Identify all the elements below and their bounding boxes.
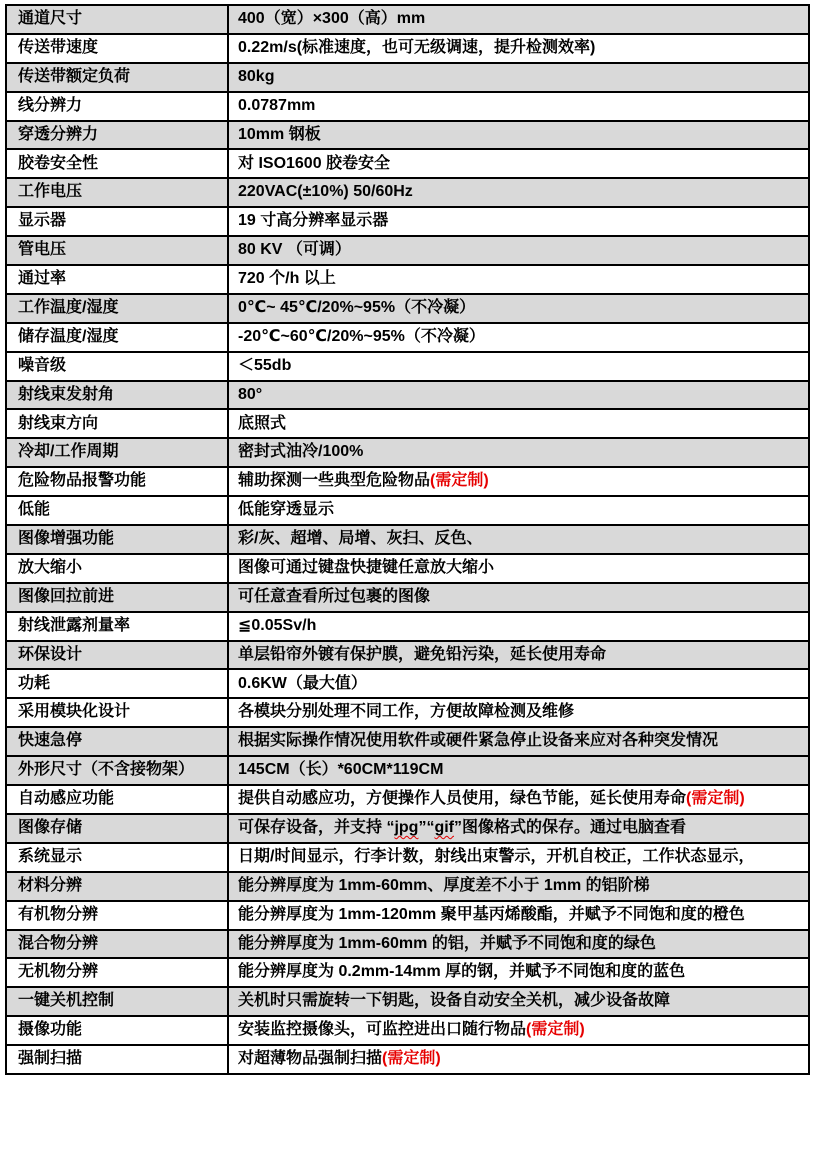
spec-value-text: 密封式油冷/100%	[238, 443, 364, 461]
spec-value-text: 能分辨厚度为 1mm-60mm 的铝，并赋予不同饱和度的绿色	[238, 934, 656, 952]
spec-row	[6, 178, 809, 207]
spec-label-text: 穿透分辨力	[18, 125, 99, 143]
spec-value-cell	[228, 178, 809, 207]
spec-value-cell	[228, 1016, 809, 1045]
spec-label-text: 放大缩小	[18, 558, 83, 576]
spec-value-cell	[228, 381, 809, 410]
spec-value-cell	[228, 467, 809, 496]
spec-value-text: 145CM（长）*60CM*119CM	[238, 761, 444, 779]
spec-row	[6, 785, 809, 814]
spec-label-cell	[6, 698, 228, 727]
spec-value-text: 80 KV （可调）	[238, 241, 351, 259]
spellcheck-underlined-text: jpg	[394, 818, 419, 836]
spec-value-text: 对超薄物品强制扫描	[238, 1050, 383, 1068]
spec-label-text: 环保设计	[18, 645, 83, 663]
spec-label-text: 储存温度/湿度	[18, 327, 119, 345]
spec-label-text: 管电压	[18, 241, 67, 259]
spec-row	[6, 958, 809, 987]
spec-label-cell	[6, 958, 228, 987]
spec-value-cell	[228, 554, 809, 583]
spec-value-text: 能分辨厚度为 1mm-120mm 聚甲基丙烯酸酯，并赋予不同饱和度的橙色	[238, 905, 745, 923]
spec-label-text: 无机物分辨	[18, 963, 99, 981]
spec-label-cell	[6, 323, 228, 352]
spec-value-cell	[228, 987, 809, 1016]
spec-value-text: 能分辨厚度为 1mm-60mm、厚度差不小于 1mm 的铝阶梯	[238, 876, 650, 894]
spec-row	[6, 554, 809, 583]
spec-value-text: 彩/灰、超增、局增、灰扫、反色、	[238, 530, 483, 548]
spec-row	[6, 409, 809, 438]
spec-label-text: 有机物分辨	[18, 905, 99, 923]
spec-label-text: 采用模块化设计	[18, 703, 131, 721]
spec-label-cell	[6, 641, 228, 670]
spec-label-cell	[6, 149, 228, 178]
spec-value-cell	[228, 236, 809, 265]
spec-label-cell	[6, 727, 228, 756]
spec-value-text: 对 ISO1600 胶卷安全	[238, 154, 391, 172]
spec-row	[6, 352, 809, 381]
spec-value-text: 0.22m/s(标准速度，也可无级调速，提升检测效率)	[238, 38, 596, 56]
spec-label-cell	[6, 178, 228, 207]
spec-value-text: 可任意查看所过包裹的图像	[238, 587, 431, 605]
spec-label-text: 系统显示	[18, 847, 83, 865]
spec-label-text: 射线泄露剂量率	[18, 616, 131, 634]
spec-label-text: 胶卷安全性	[18, 154, 99, 172]
spec-value-text: 0.0787mm	[238, 96, 316, 114]
spec-row	[6, 381, 809, 410]
spec-row	[6, 1045, 809, 1074]
spec-value-cell	[228, 92, 809, 121]
spec-label-cell	[6, 930, 228, 959]
spec-label-cell	[6, 265, 228, 294]
spec-row	[6, 265, 809, 294]
spec-value-text: 可保存设备，并支持 “	[238, 818, 395, 836]
spec-label-text: 摄像功能	[18, 1021, 83, 1039]
spec-row	[6, 236, 809, 265]
spec-row	[6, 467, 809, 496]
spec-table-body	[6, 5, 809, 1074]
spec-value-cell	[228, 785, 809, 814]
spec-value-cell	[228, 1045, 809, 1074]
spec-label-cell	[6, 34, 228, 63]
spec-value-cell	[228, 583, 809, 612]
spec-label-text: 快速急停	[18, 732, 83, 750]
spec-value-text: 关机时只需旋转一下钥匙，设备自动安全关机，减少设备故障	[238, 992, 671, 1010]
spec-value-text: 80°	[238, 385, 263, 403]
customization-required-note: (需定制)	[430, 472, 489, 490]
spec-label-text: 图像回拉前进	[18, 587, 115, 605]
spec-row	[6, 525, 809, 554]
spec-label-cell	[6, 554, 228, 583]
spec-value-text: 日期/时间显示，行李计数，射线出束警示，开机自校正，工作状态显示，	[238, 847, 755, 865]
spec-label-cell	[6, 669, 228, 698]
spec-label-cell	[6, 438, 228, 467]
spec-row	[6, 641, 809, 670]
spec-value-cell	[228, 438, 809, 467]
spec-value-text: -20℃~60℃/20%~95%（不冷凝）	[238, 327, 485, 345]
spec-row	[6, 930, 809, 959]
spec-row	[6, 496, 809, 525]
spec-label-cell	[6, 1016, 228, 1045]
spec-label-cell	[6, 785, 228, 814]
spec-value-text: 10mm 钢板	[238, 125, 321, 143]
spec-value-cell	[228, 294, 809, 323]
spec-row	[6, 5, 809, 34]
spec-label-text: 图像增强功能	[18, 530, 115, 548]
spellcheck-underlined-text: gif	[434, 818, 454, 836]
spec-value-cell	[228, 121, 809, 150]
spec-value-text: 能分辨厚度为 0.2mm-14mm 厚的钢，并赋予不同饱和度的蓝色	[238, 963, 686, 981]
spec-label-cell	[6, 987, 228, 1016]
customization-required-note: (需定制)	[686, 790, 745, 808]
spec-row	[6, 727, 809, 756]
spec-row	[6, 438, 809, 467]
spec-label-text: 一键关机控制	[18, 992, 115, 1010]
spec-value-cell	[228, 727, 809, 756]
spec-label-text: 传送带额定负荷	[18, 67, 131, 85]
spec-label-cell	[6, 92, 228, 121]
spec-value-cell	[228, 409, 809, 438]
spec-label-text: 射线束方向	[18, 414, 99, 432]
spec-value-text: ≦0.05Sv/h	[238, 616, 317, 634]
spec-label-cell	[6, 236, 228, 265]
spec-label-text: 工作温度/湿度	[18, 298, 119, 316]
spec-label-text: 工作电压	[18, 183, 83, 201]
spec-value-cell	[228, 265, 809, 294]
spec-row	[6, 901, 809, 930]
spec-label-text: 冷却/工作周期	[18, 443, 119, 461]
spec-label-cell	[6, 496, 228, 525]
spec-label-cell	[6, 121, 228, 150]
spec-value-cell	[228, 34, 809, 63]
spec-label-text: 材料分辨	[18, 876, 83, 894]
spec-row	[6, 207, 809, 236]
spec-row	[6, 612, 809, 641]
spec-value-cell	[228, 149, 809, 178]
spec-value-cell	[228, 207, 809, 236]
spec-label-cell	[6, 294, 228, 323]
spec-value-text: 低能穿透显示	[238, 501, 335, 519]
spec-value-text: 安装监控摄像头，可监控进出口随行物品	[238, 1021, 527, 1039]
spec-label-text: 外形尺寸（不含接物架）	[18, 761, 195, 779]
spec-label-text: 图像存储	[18, 818, 83, 836]
spec-value-cell	[228, 843, 809, 872]
spec-label-cell	[6, 5, 228, 34]
spec-label-text: 自动感应功能	[18, 790, 115, 808]
spec-value-cell	[228, 872, 809, 901]
spec-value-text: 底照式	[238, 414, 287, 432]
spec-value-text: ＜55db	[238, 356, 292, 374]
spec-value-text: 400（宽）×300（高）mm	[238, 10, 426, 28]
spec-value-cell	[228, 5, 809, 34]
spec-label-cell	[6, 901, 228, 930]
spec-label-text: 功耗	[18, 674, 51, 692]
spec-row	[6, 121, 809, 150]
spec-value-text: 80kg	[238, 67, 275, 85]
spec-row	[6, 92, 809, 121]
spec-value-cell	[228, 612, 809, 641]
spec-label-text: 强制扫描	[18, 1050, 83, 1068]
spec-value-cell	[228, 669, 809, 698]
spec-value-text: 720 个/h 以上	[238, 270, 336, 288]
spec-row	[6, 583, 809, 612]
spec-value-text: ”图像格式的保存。通过电脑查看	[454, 818, 687, 836]
spec-row	[6, 756, 809, 785]
spec-value-text: 提供自动感应功，方便操作人员使用，绿色节能，延长使用寿命	[238, 790, 687, 808]
spec-value-cell	[228, 525, 809, 554]
spec-label-text: 危险物品报警功能	[18, 472, 147, 490]
spec-label-cell	[6, 525, 228, 554]
spec-label-text: 混合物分辨	[18, 934, 99, 952]
spec-label-cell	[6, 612, 228, 641]
spec-value-cell	[228, 496, 809, 525]
spec-value-cell	[228, 814, 809, 843]
spec-value-text: 根据实际操作情况使用软件或硬件紧急停止设备来应对各种突发情况	[238, 732, 719, 750]
spec-label-cell	[6, 409, 228, 438]
spec-label-cell	[6, 843, 228, 872]
spec-label-cell	[6, 814, 228, 843]
spec-label-text: 通道尺寸	[18, 10, 83, 28]
spec-value-cell	[228, 756, 809, 785]
spec-label-cell	[6, 207, 228, 236]
spec-value-cell	[228, 930, 809, 959]
spec-value-cell	[228, 901, 809, 930]
spec-row	[6, 872, 809, 901]
spec-value-text: 0.6KW（最大值）	[238, 674, 367, 692]
spec-label-text: 线分辨力	[18, 96, 83, 114]
spec-label-text: 显示器	[18, 212, 67, 230]
spec-value-text: 各模块分别处理不同工作，方便故障检测及维修	[238, 703, 575, 721]
spec-value-text: 0℃~ 45℃/20%~95%（不冷凝）	[238, 298, 476, 316]
spec-value-cell	[228, 958, 809, 987]
spec-value-text: 图像可通过键盘快捷键任意放大缩小	[238, 558, 495, 576]
spec-row	[6, 34, 809, 63]
spec-row	[6, 987, 809, 1016]
spec-value-cell	[228, 641, 809, 670]
spec-value-cell	[228, 63, 809, 92]
spec-value-text: 220VAC(±10%) 50/60Hz	[238, 183, 413, 201]
spec-label-cell	[6, 352, 228, 381]
spec-label-text: 通过率	[18, 270, 67, 288]
spec-label-text: 射线束发射角	[18, 385, 115, 403]
spec-value-text: 辅助探测一些典型危险物品	[238, 472, 431, 490]
spec-value-text: 19 寸高分辨率显示器	[238, 212, 389, 230]
spec-label-text: 低能	[18, 501, 51, 519]
spec-label-cell	[6, 583, 228, 612]
spec-value-cell	[228, 352, 809, 381]
spec-label-cell	[6, 467, 228, 496]
spec-label-cell	[6, 872, 228, 901]
spec-row	[6, 669, 809, 698]
spec-row	[6, 149, 809, 178]
spec-value-text: 单层铅帘外镀有保护膜，避免铅污染，延长使用寿命	[238, 645, 607, 663]
spec-label-text: 传送带速度	[18, 38, 99, 56]
spec-row	[6, 698, 809, 727]
spec-value-text: ”“	[418, 818, 435, 836]
spec-value-cell	[228, 698, 809, 727]
spec-row	[6, 63, 809, 92]
spec-row	[6, 294, 809, 323]
spec-label-text: 噪音级	[18, 356, 67, 374]
spec-value-cell	[228, 323, 809, 352]
spec-label-cell	[6, 756, 228, 785]
spec-label-cell	[6, 1045, 228, 1074]
spec-row	[6, 814, 809, 843]
spec-label-cell	[6, 63, 228, 92]
spec-row	[6, 843, 809, 872]
spec-label-cell	[6, 381, 228, 410]
customization-required-note: (需定制)	[382, 1050, 441, 1068]
spec-table	[5, 4, 810, 1075]
customization-required-note: (需定制)	[526, 1021, 585, 1039]
spec-row	[6, 1016, 809, 1045]
spec-row	[6, 323, 809, 352]
